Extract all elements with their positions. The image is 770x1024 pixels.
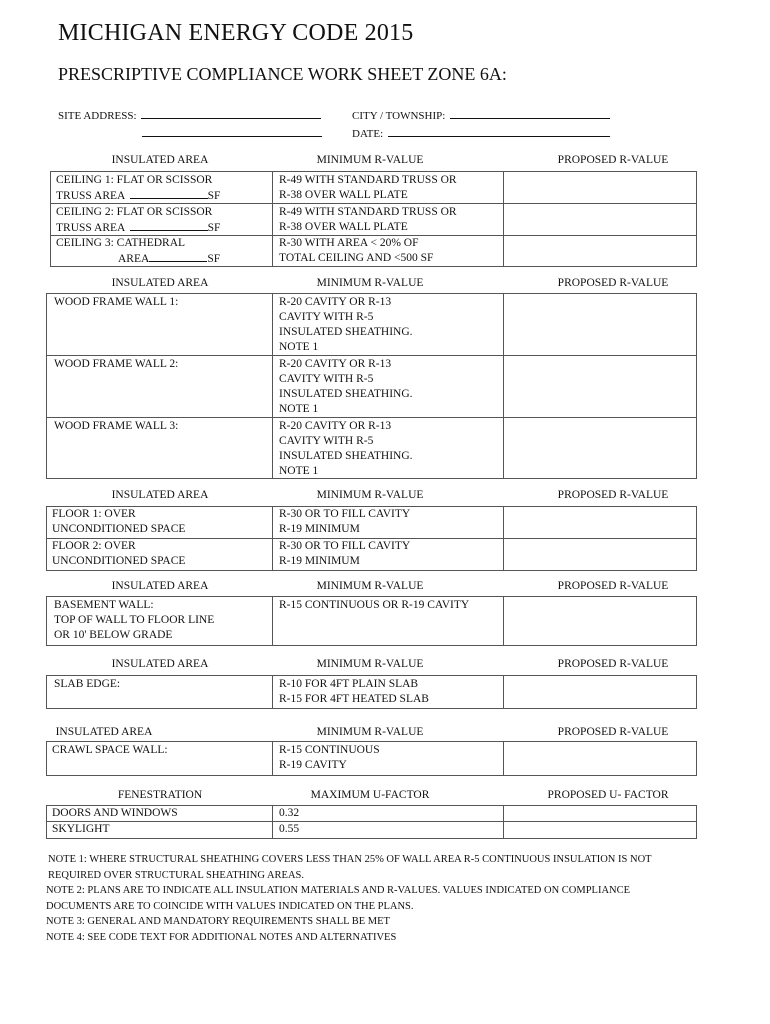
floor-2-min-2: R-19 MINIMUM [279,555,360,567]
basement-label-1: BASEMENT WALL: [54,599,154,611]
ceiling-header-area: INSULATED AREA [111,154,209,166]
ceiling-1-area-input[interactable] [130,188,208,199]
fen-header-area: FENESTRATION [117,789,203,801]
ceiling-2-proposed-cell[interactable] [503,203,697,236]
date-label: DATE: [352,128,384,140]
ceiling-1-area-text: TRUSS AREA [56,190,125,202]
walls-header-proposed: PROPOSED R-VALUE [557,277,669,289]
floors-header-min: MINIMUM R-VALUE [316,489,424,501]
walls-header-min: MINIMUM R-VALUE [316,277,424,289]
ceiling-1-min-2: R-38 OVER WALL PLATE [279,189,408,201]
wall-2-label: WOOD FRAME WALL 2: [54,358,179,370]
ceiling-1-proposed-cell[interactable] [503,171,697,204]
fen-1-label: DOORS AND WINDOWS [52,807,178,819]
ceiling-2-area-label [56,220,220,236]
ceiling-3-min-1: R-30 WITH AREA < 20% OF [279,237,419,249]
wall-1-min-4: NOTE 1 [279,341,319,353]
floor-2-label-1: FLOOR 2: OVER [52,540,136,552]
site-address-label: SITE ADDRESS: [58,110,137,122]
floor-2-proposed-cell[interactable] [503,538,697,571]
fen-header-max: MAXIMUM U-FACTOR [310,789,430,801]
crawl-header-area: INSULATED AREA [55,726,153,738]
crawl-proposed-cell[interactable] [503,741,697,776]
slab-header-proposed: PROPOSED R-VALUE [557,658,669,670]
wall-3-min-4: NOTE 1 [279,465,319,477]
floors-header-proposed: PROPOSED R-VALUE [557,489,669,501]
ceiling-2-label: CEILING 2: FLAT OR SCISSOR [56,206,213,218]
city-line[interactable] [450,108,610,119]
crawl-header-proposed: PROPOSED R-VALUE [557,726,669,738]
floor-1-min-2: R-19 MINIMUM [279,523,360,535]
slab-label: SLAB EDGE: [54,678,121,690]
ceiling-1-area-label [56,188,220,204]
fen-2-proposed-cell[interactable] [503,821,697,839]
page-title: MICHIGAN ENERGY CODE 2015 [58,20,414,46]
walls-header-area: INSULATED AREA [111,277,209,289]
fen-1-max-cell [272,805,504,822]
wall-3-min-3: INSULATED SHEATHING. [279,450,413,462]
slab-min-2: R-15 FOR 4FT HEATED SLAB [279,693,429,705]
ceiling-header-proposed: PROPOSED R-VALUE [557,154,669,166]
slab-min-1: R-10 FOR 4FT PLAIN SLAB [279,678,419,690]
basement-header-min: MINIMUM R-VALUE [316,580,424,592]
wall-3-min-2: CAVITY WITH R-5 [279,435,374,447]
wall-2-min-3: INSULATED SHEATHING. [279,388,413,400]
ceiling-1-min-1: R-49 WITH STANDARD TRUSS OR [279,174,457,186]
floor-1-min-1: R-30 OR TO FILL CAVITY [279,508,411,520]
ceiling-1-unit: SF [207,190,221,202]
wall-1-min-1: R-20 CAVITY OR R-13 [279,296,392,308]
ceiling-3-area-text: AREA [118,253,150,265]
wall-1-min-3: INSULATED SHEATHING. [279,326,413,338]
fen-1-proposed-cell[interactable] [503,805,697,822]
ceiling-3-proposed-cell[interactable] [503,235,697,267]
date-line[interactable] [388,126,610,137]
crawl-min-1: R-15 CONTINUOUS [279,744,380,756]
ceiling-2-min-2: R-38 OVER WALL PLATE [279,221,408,233]
floor-2-label-2: UNCONDITIONED SPACE [52,555,186,567]
notes-block [46,852,652,945]
slab-header-area: INSULATED AREA [111,658,209,670]
wall-3-proposed-cell[interactable] [503,417,697,479]
fen-2-max-cell [272,821,504,839]
slab-header-min: MINIMUM R-VALUE [316,658,424,670]
ceiling-1-label: CEILING 1: FLAT OR SCISSOR [56,174,213,186]
ceiling-2-area-input[interactable] [130,220,208,231]
crawl-label: CRAWL SPACE WALL: [52,744,168,756]
note-1-line-1: NOTE 1: WHERE STRUCTURAL SHEATHING COVERS LESS THAN 25% OF WALL AREA R-5 CONTINUOUS INSULATION IS NOT [48,854,652,865]
site-address-line-2[interactable] [142,126,322,142]
basement-min: R-15 CONTINUOUS OR R-19 CAVITY [279,599,470,611]
ceiling-3-area-input[interactable] [149,251,207,262]
crawl-min-2: R-19 CAVITY [279,759,347,771]
basement-header-proposed: PROPOSED R-VALUE [557,580,669,592]
page-subtitle: PRESCRIPTIVE COMPLIANCE WORK SHEET ZONE 6A: [58,64,507,84]
ceiling-header-min: MINIMUM R-VALUE [316,154,424,166]
date-field[interactable] [352,126,610,142]
crawl-header-min: MINIMUM R-VALUE [316,726,424,738]
basement-label-3: OR 10' BELOW GRADE [54,629,173,641]
note-2-line-2: DOCUMENTS ARE TO COINCIDE WITH VALUES INDICATED ON THE PLANS. [46,900,414,912]
floor-1-label-2: UNCONDITIONED SPACE [52,523,186,535]
basement-label-2: TOP OF WALL TO FLOOR LINE [54,614,215,626]
fen-2-max: 0.55 [279,823,300,835]
fen-header-proposed: PROPOSED U- FACTOR [547,789,669,801]
wall-3-label: WOOD FRAME WALL 3: [54,420,179,432]
note-3: NOTE 3: GENERAL AND MANDATORY REQUIREMENTS SHALL BE MET [46,916,390,927]
ceiling-2-min-1: R-49 WITH STANDARD TRUSS OR [279,206,457,218]
ceiling-3-area-label [118,251,220,267]
wall-2-min-2: CAVITY WITH R-5 [279,373,374,385]
note-1-line-2: REQUIRED OVER STRUCTURAL SHEATHING AREAS. [48,869,304,881]
wall-1-proposed-cell[interactable] [503,293,697,356]
wall-1-label: WOOD FRAME WALL 1: [54,296,179,308]
wall-2-min-4: NOTE 1 [279,403,319,415]
floors-header-area: INSULATED AREA [111,489,209,501]
site-address-field[interactable] [58,108,321,124]
site-address-line[interactable] [141,108,321,119]
wall-2-min-1: R-20 CAVITY OR R-13 [279,358,392,370]
wall-1-min-2: CAVITY WITH R-5 [279,311,374,323]
floor-1-label-1: FLOOR 1: OVER [52,508,136,520]
ceiling-3-label: CEILING 3: CATHEDRAL [56,237,186,249]
wall-3-min-1: R-20 CAVITY OR R-13 [279,420,392,432]
basement-header-area: INSULATED AREA [111,580,209,592]
city-label: CITY / TOWNSHIP: [352,110,446,122]
floor-2-min-1: R-30 OR TO FILL CAVITY [279,540,411,552]
wall-2-proposed-cell[interactable] [503,355,697,418]
note-4: NOTE 4: SEE CODE TEXT FOR ADDITIONAL NOTES AND ALTERNATIVES [46,931,397,943]
fen-1-max: 0.32 [279,807,300,819]
ceiling-3-unit: SF [207,253,221,265]
basement-proposed-cell[interactable] [503,596,697,646]
site-address-line-2-rule[interactable] [142,126,322,137]
fen-2-label: SKYLIGHT [52,823,110,835]
ceiling-2-area-text: TRUSS AREA [56,222,125,234]
ceiling-3-min-2: TOTAL CEILING AND <500 SF [279,252,434,264]
floor-1-proposed-cell[interactable] [503,506,697,539]
slab-proposed-cell[interactable] [503,675,697,709]
note-2-line-1: NOTE 2: PLANS ARE TO INDICATE ALL INSULATION MATERIALS AND R-VALUES. VALUES INDICATED ON COMPLIANCE [46,885,631,896]
ceiling-2-unit: SF [207,222,221,234]
city-field[interactable] [352,108,610,124]
